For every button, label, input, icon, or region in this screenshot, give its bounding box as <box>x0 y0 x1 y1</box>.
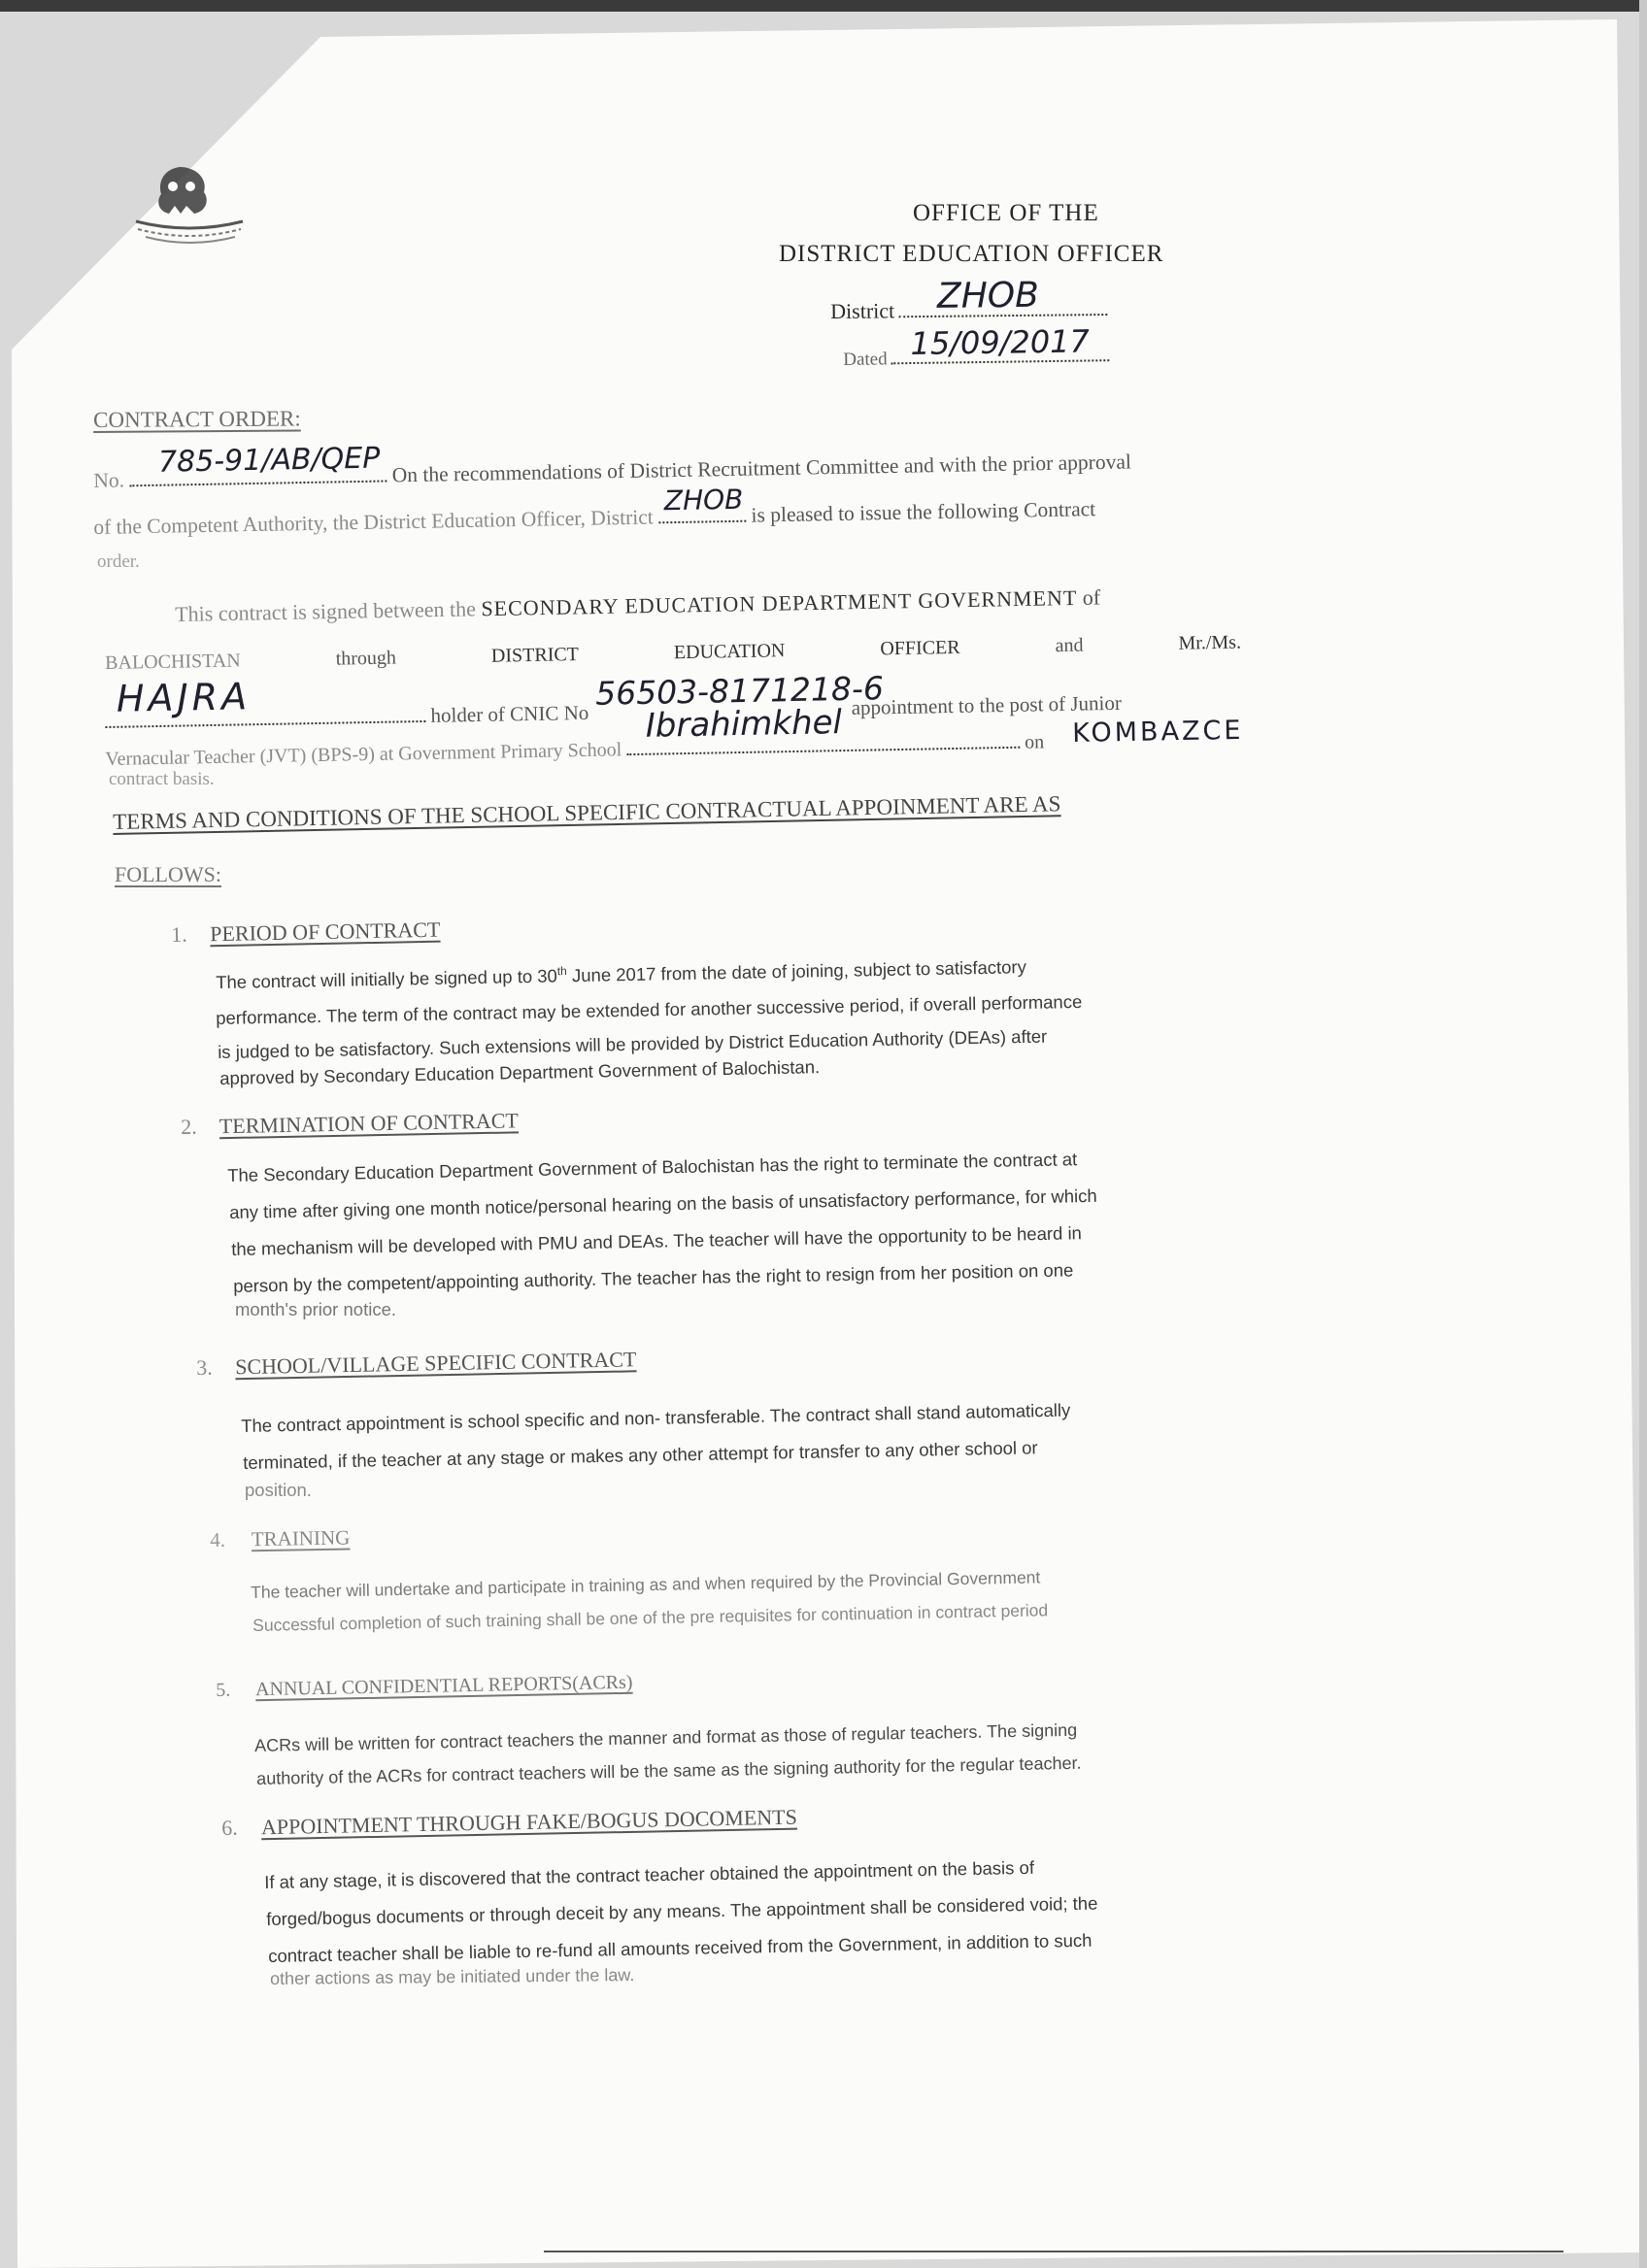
order-intro-a: On the recommendations of District Recruitment Committee and with the prior approval <box>391 450 1132 487</box>
section-3-number: 3. <box>196 1354 213 1380</box>
district-label: District <box>830 298 895 323</box>
para-line1-post: of <box>1082 584 1101 610</box>
cnic-label: holder of CNIC No <box>430 700 589 727</box>
section-1-line3: is judged to be satisfactory. Such extensions will be provided by District Education Authority (DEAs) after <box>218 1025 1048 1062</box>
para-and: and <box>1055 634 1084 657</box>
terms-heading-line1: TERMS AND CONDITIONS OF THE SCHOOL SPECIFIC CONTRACTUAL APPOINMENT ARE AS <box>113 791 1061 834</box>
section-6-line2: forged/bogus documents or through deceit by any means. The appointment shall be considered void; the <box>266 1892 1098 1929</box>
section-3-line2: terminated, if the teacher at any stage or makes any other attempt for transfer to any other school or <box>243 1437 1038 1473</box>
order-district-handwritten: ZHOB <box>663 483 744 517</box>
para-line3-post: appointment to the post of Junior <box>851 690 1123 719</box>
para-through: through <box>335 647 397 670</box>
para-officer: OFFICER <box>880 636 960 660</box>
section-3-line3: position. <box>245 1480 312 1500</box>
section-1-heading <box>171 917 441 948</box>
scan-top-edge <box>0 0 1647 12</box>
dated-label: Dated <box>843 349 888 370</box>
section-2-line2: any time after giving one month notice/personal hearing on the basis of unsatisfactory performance, for which <box>229 1184 1097 1222</box>
section-5-number: 5. <box>216 1679 231 1701</box>
para-line1-caps: SECONDARY EDUCATION DEPARTMENT GOVERNMENT <box>481 584 1078 621</box>
cnic-handwritten: 56503-8171218-6 <box>594 669 885 713</box>
para-line4-pre: Vernacular Teacher (JVT) (BPS-9) at Government Primary School <box>105 739 622 770</box>
section-2-title: TERMINATION OF CONTRACT <box>218 1108 520 1139</box>
section-5-line1: ACRs will be written for contract teachers the manner and format as those of regular teachers. The signing <box>254 1719 1078 1755</box>
section-4-heading <box>210 1525 351 1552</box>
para-mr-ms: Mr./Ms. <box>1178 631 1242 654</box>
section-2-line5: month's prior notice. <box>235 1299 396 1319</box>
district-handwritten: ZHOB <box>936 275 1040 317</box>
order-intro-b-pre: of the Competent Authority, the District Education Officer, District <box>93 505 655 539</box>
scan-right-edge <box>1639 0 1647 2268</box>
district-blank <box>898 275 1107 317</box>
section-6-line3: contract teacher shall be liable to re-fund all amounts received from the Government, in addition to such <box>268 1929 1092 1966</box>
name-blank <box>105 675 425 728</box>
section-1-number: 1. <box>171 921 187 947</box>
contract-order-line3: order. <box>97 551 140 572</box>
terms-heading-line2: FOLLOWS: <box>115 862 221 886</box>
order-no-blank <box>129 441 387 486</box>
government-emblem-logo <box>126 155 252 252</box>
order-district-blank <box>658 483 746 524</box>
section-4-line2: Successful completion of such training shall be one of the pre requisites for continuation in contract period <box>252 1600 1049 1635</box>
school-blank <box>626 703 1020 755</box>
section-3-line1: The contract appointment is school specific and non- transferable. The contract shall stand automatically <box>241 1399 1071 1436</box>
s1-l1-pre: The contract will initially be signed up to 30 <box>216 965 558 993</box>
s1-l1-post: June 2017 from the date of joining, subject to satisfactory <box>571 956 1027 986</box>
section-6-line4: other actions as may be initiated under the law. <box>270 1965 635 1988</box>
section-4-title: TRAINING <box>251 1525 351 1551</box>
section-4-number: 4. <box>210 1527 226 1551</box>
order-intro-b-post: is pleased to issue the following Contract <box>751 497 1096 527</box>
dated-handwritten: 15/09/2017 <box>910 322 1091 363</box>
section-6-title: APPOINTMENT THROUGH FAKE/BOGUS DOCOMENTS <box>260 1804 798 1840</box>
dated-blank <box>891 322 1109 364</box>
section-3-title: SCHOOL/VILLAGE SPECIFIC CONTRACT <box>234 1347 637 1380</box>
section-2-line1: The Secondary Education Department Government of Balochistan has the right to terminate the contract at <box>227 1149 1078 1185</box>
section-5-title: ANNUAL CONFIDENTIAL REPORTS(ACRs) <box>254 1671 633 1701</box>
para-education: EDUCATION <box>673 640 786 664</box>
order-no-handwritten: 785-91/AB/QEP <box>157 441 381 480</box>
contract-para-line5: contract basis. <box>109 769 215 789</box>
section-1-line4: approved by Secondary Education Department Government of Balochistan. <box>219 1056 821 1088</box>
section-1-line2: performance. The term of the contract may be extended for another successive period, if overall performance <box>216 990 1083 1028</box>
section-6-line1: If at any stage, it is discovered that the contract teacher obtained the appointment on the basis of <box>264 1856 1035 1892</box>
section-5-line2: authority of the ACRs for contract teachers will be the same as the signing authority for the regular teacher. <box>256 1752 1082 1788</box>
para-line4-post: on <box>1024 731 1045 753</box>
office-title-line2: DISTRICT EDUCATION OFFICER <box>779 241 1164 267</box>
section-2-number: 2. <box>181 1114 197 1139</box>
para-balochistan: BALOCHISTAN <box>105 650 241 674</box>
para-district: DISTRICT <box>490 644 580 667</box>
section-6-number: 6. <box>221 1815 238 1840</box>
section-1-title: PERIOD OF CONTRACT <box>209 917 441 947</box>
section-4-line1: The teacher will undertake and participate in training as and when required by the Provincial Government <box>251 1567 1041 1602</box>
district-row <box>830 275 1107 324</box>
section-2-line4: person by the competent/appointing authority. The teacher has the right to resign from her position on one <box>233 1259 1074 1296</box>
scan-bottom-line <box>544 2251 1563 2252</box>
school-handwritten-2: KOMBAZCE <box>1072 715 1244 749</box>
name-handwritten: HAJRA <box>116 675 252 720</box>
contract-order-heading: CONTRACT ORDER: <box>93 406 301 432</box>
s1-l1-sup: th <box>556 964 567 979</box>
section-2-line3: the mechanism will be developed with PMU and DEAs. The teacher will have the opportunity to be heard in <box>231 1222 1083 1259</box>
school-handwritten: Ibrahimkhel <box>645 703 843 746</box>
order-no-label: No. <box>93 468 125 492</box>
para-line1-pre: This contract is signed between the <box>175 596 477 626</box>
office-title-line1: OFFICE OF THE <box>913 200 1099 226</box>
dated-row <box>843 322 1110 371</box>
